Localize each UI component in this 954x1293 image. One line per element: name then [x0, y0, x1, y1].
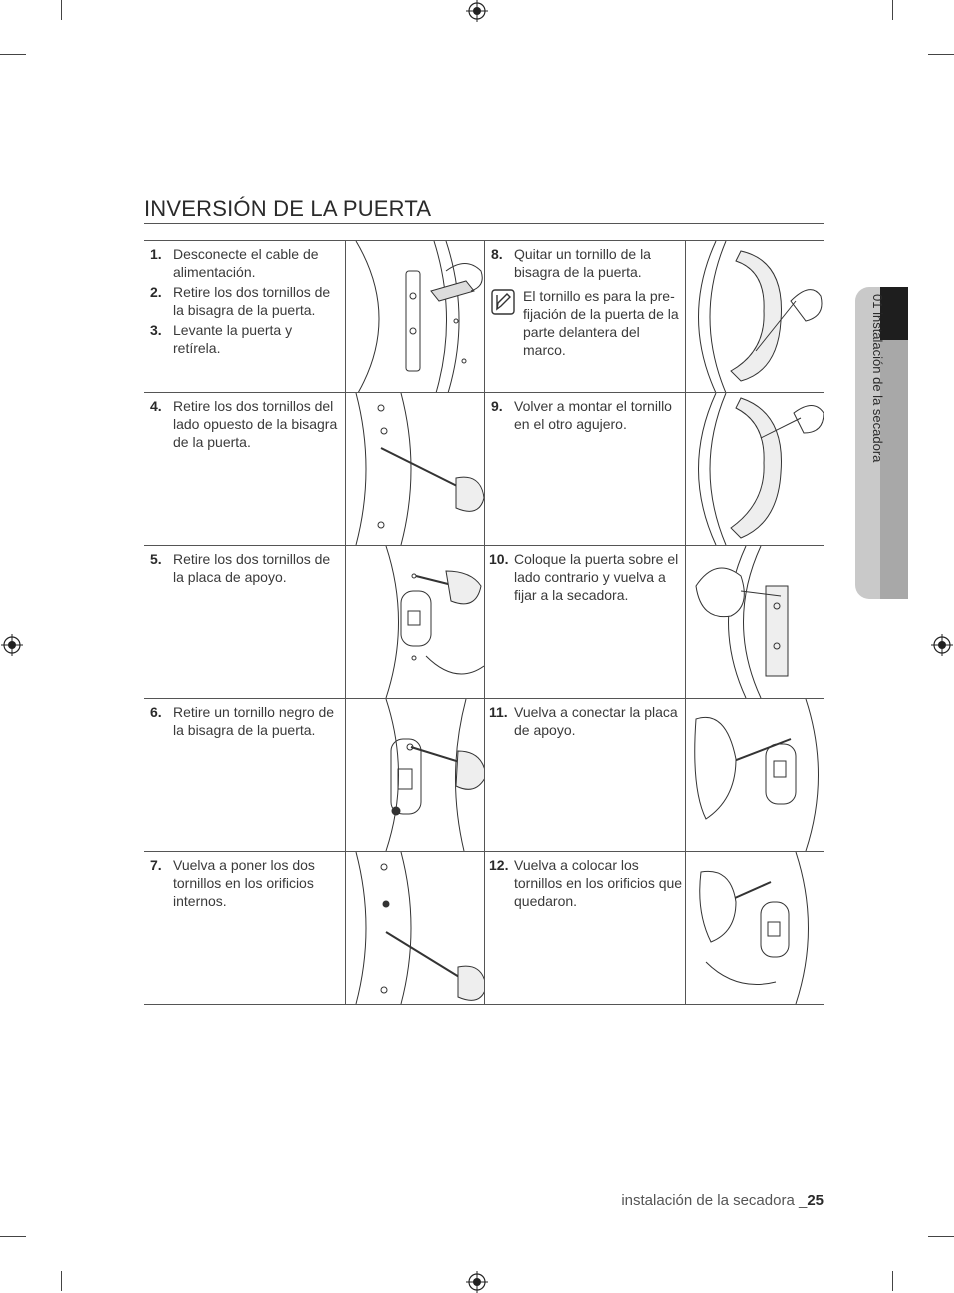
step-item — [485, 397, 683, 433]
backing-plate-figure — [345, 546, 485, 698]
step-number: 12. — [489, 857, 509, 873]
step-text: Coloque la puerta sobre el lado contrario y vuelva a fijar a la secadora. — [514, 551, 679, 603]
step-number: 5. — [150, 551, 162, 567]
step-cell — [485, 550, 683, 606]
step-number: 8. — [491, 246, 503, 262]
crop-mark — [892, 1271, 893, 1291]
step-text: Vuelva a colocar los tornillos en los orificios que quedaron. — [514, 857, 683, 909]
refit-door-figure — [685, 546, 824, 698]
page-title: INVERSIÓN DE LA PUERTA — [144, 196, 824, 224]
page-number: 25 — [807, 1192, 824, 1209]
table-row — [144, 393, 824, 546]
table-row — [144, 546, 824, 699]
step-cell — [485, 703, 683, 741]
step-cell — [144, 703, 340, 741]
step-text: Retire un tornillo negro de la bisagra de la puerta. — [173, 704, 335, 738]
step-cell — [144, 856, 340, 912]
black-screw-figure — [345, 699, 485, 851]
step-cell — [144, 245, 340, 359]
step-item — [144, 856, 340, 910]
crop-mark — [928, 54, 954, 55]
step-text: Desconecte el cable de alimentación. — [173, 246, 319, 280]
hinge-screw-figure — [685, 241, 824, 392]
note-text: El tornillo es para la pre-fijación de la puerta de la parte delantera del marco. — [523, 288, 679, 358]
step-text: Vuelva a conectar la placa de apoyo. — [514, 704, 678, 738]
step-number: 4. — [150, 398, 162, 414]
crop-mark — [928, 1236, 954, 1237]
step-cell — [485, 397, 683, 435]
crop-mark — [892, 0, 893, 20]
step-number: 11. — [489, 704, 508, 720]
step-number: 6. — [150, 704, 162, 720]
step-item — [144, 703, 340, 739]
step-text: Retire los dos tornillos del lado opuesto de la bisagra de la puerta. — [173, 398, 338, 450]
step-text: Volver a montar el tornillo en el otro agujero. — [514, 398, 672, 432]
reconnect-plate-figure — [685, 699, 824, 851]
step-cell — [144, 397, 340, 453]
step-item — [144, 245, 340, 281]
step-item — [144, 550, 340, 586]
step-text: Retire los dos tornillos de la placa de apoyo. — [173, 551, 331, 585]
step-text: Quitar un tornillo de la bisagra de la puerta. — [514, 246, 651, 280]
registration-mark-icon — [466, 1271, 488, 1293]
opposite-screws-figure — [345, 393, 485, 545]
crop-mark — [0, 54, 26, 55]
registration-mark-icon — [1, 634, 23, 656]
crop-mark — [61, 1271, 62, 1291]
step-number: 2. — [150, 284, 162, 300]
hinge-removal-figure — [345, 241, 485, 392]
reinsert-screws-figure — [345, 852, 485, 1004]
replace-screws-figure — [685, 852, 824, 1004]
registration-mark-icon — [466, 0, 488, 22]
step-item — [144, 397, 340, 451]
step-number: 3. — [150, 322, 162, 338]
table-row — [144, 852, 824, 1005]
step-text: Retire los dos tornillos de la bisagra de la puerta. — [173, 284, 331, 318]
table-row — [144, 699, 824, 852]
step-item — [144, 283, 340, 319]
step-item — [485, 856, 683, 910]
step-number: 7. — [150, 857, 162, 873]
step-text: Vuelva a poner los dos tornillos en los orificios internos. — [173, 857, 315, 909]
note-icon — [491, 289, 515, 315]
step-cell — [485, 245, 683, 359]
step-item — [144, 321, 340, 357]
remount-screw-figure — [685, 393, 824, 545]
step-item — [485, 245, 683, 281]
table-row — [144, 240, 824, 393]
step-text: Levante la puerta y retírela. — [173, 322, 293, 356]
page-footer — [621, 1192, 824, 1209]
chapter-tab-label: 01 instalación de la secadora — [870, 294, 885, 463]
step-number: 9. — [491, 398, 503, 414]
step-number: 1. — [150, 246, 162, 262]
footer-text: instalación de la secadora _ — [621, 1192, 808, 1209]
crop-mark — [0, 1236, 26, 1237]
step-item — [485, 703, 683, 739]
crop-mark — [61, 0, 62, 20]
step-item — [485, 550, 683, 604]
step-cell — [144, 550, 340, 588]
step-cell — [485, 856, 683, 912]
note-block — [485, 287, 683, 359]
step-number: 10. — [489, 551, 509, 567]
registration-mark-icon — [931, 634, 953, 656]
